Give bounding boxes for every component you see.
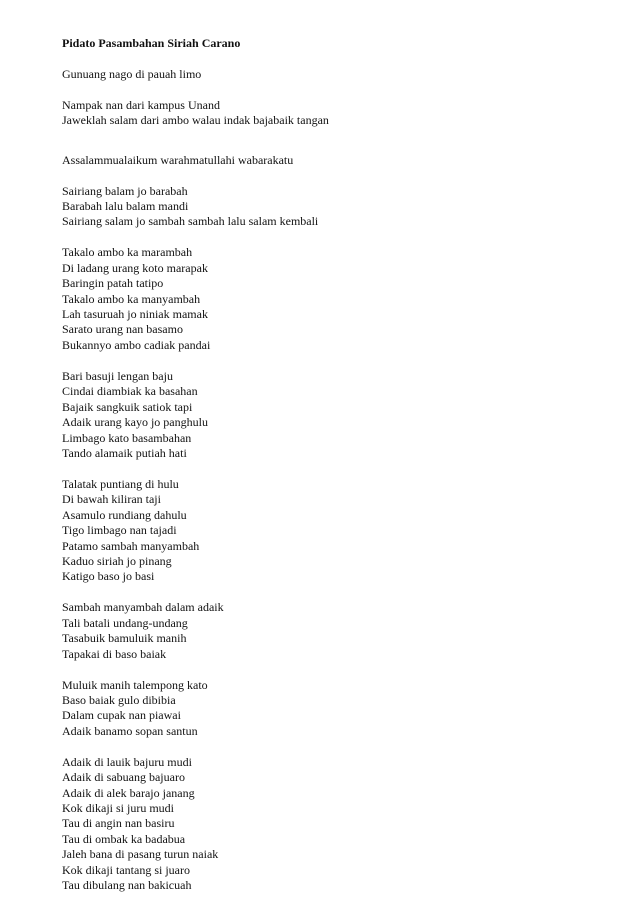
verse-line: Katigo baso jo basi <box>62 569 155 584</box>
stanza-container <box>62 51 602 893</box>
verse-line: Bajaik sangkuik satiok tapi <box>62 399 193 414</box>
stanza-gap <box>62 662 602 677</box>
verse-line: Tau dibulang nan bakicuah <box>62 878 192 893</box>
verse-line: Tali batali undang-undang <box>62 615 188 630</box>
verse-line: Jaleh bana di pasang turun naiak <box>62 847 219 862</box>
stanza <box>62 245 602 353</box>
stanza-gap <box>62 353 602 368</box>
verse-line: Tau di ombak ka badabua <box>62 831 186 846</box>
verse-line: Tasabuik bamuluik manih <box>62 631 187 646</box>
stanza <box>62 67 602 82</box>
stanza <box>62 600 602 662</box>
verse-line: Di ladang urang koto marapak <box>62 260 208 275</box>
stanza-gap <box>62 585 602 600</box>
verse-line: Adaik di alek barajo janang <box>62 785 195 800</box>
stanza-gap <box>62 51 602 66</box>
verse-line: Baso baiak gulo dibibia <box>62 692 176 707</box>
stanza <box>62 184 602 230</box>
stanza <box>62 153 602 168</box>
verse-line: Takalo ambo ka marambah <box>62 245 193 260</box>
verse-line: Lah tasuruah jo niniak mamak <box>62 307 208 321</box>
verse-line: Takalo ambo ka manyambah <box>62 291 201 306</box>
verse-line: Patamo sambah manyambah <box>62 538 200 553</box>
stanza <box>62 477 602 585</box>
verse-line: Di bawah kiliran taji <box>62 492 161 507</box>
stanza-gap <box>62 461 602 476</box>
stanza <box>62 678 602 740</box>
verse-line: Gunuang nago di pauah limo <box>62 66 202 81</box>
stanza-gap <box>62 129 602 153</box>
document-body <box>62 36 602 894</box>
verse-line: Dalam cupak nan piawai <box>62 708 181 723</box>
verse-line: Limbago kato basambahan <box>62 430 192 445</box>
verse-line: Bukannyo ambo cadiak pandai <box>62 337 211 352</box>
verse-line: Tigo limbago nan tajadi <box>62 523 177 538</box>
verse-line: Jaweklah salam dari ambo walau indak bajabaik tangan <box>62 113 329 128</box>
verse-line: Adaik di lauik bajuru mudi <box>62 754 192 769</box>
verse-line: Bari basuji lengan baju <box>62 368 173 383</box>
stanza-gap <box>62 168 602 183</box>
stanza <box>62 369 602 462</box>
verse-line: Talatak puntiang di hulu <box>62 476 179 491</box>
verse-line: Sairiang salam jo sambah sambah lalu salam kembali <box>62 214 319 229</box>
stanza-gap <box>62 230 602 245</box>
verse-line: Adaik di sabuang bajuaro <box>62 770 185 785</box>
verse-line: Tapakai di baso baiak <box>62 646 167 661</box>
stanza <box>62 98 602 129</box>
verse-line: Muluik manih talempong kato <box>62 677 208 692</box>
verse-line: Assalammualaikum warahmatullahi wabarakatu <box>62 152 294 167</box>
verse-line: Kaduo siriah jo pinang <box>62 554 172 568</box>
verse-line: Barabah lalu balam mandi <box>62 198 189 213</box>
verse-line: Kok dikaji si juru mudi <box>62 801 174 815</box>
verse-line: Asamulo rundiang dahulu <box>62 507 187 522</box>
verse-line: Tando alamaik putiah hati <box>62 445 187 460</box>
verse-line: Adaik banamo sopan santun <box>62 723 198 738</box>
stanza <box>62 755 602 894</box>
verse-line: Tau di angin nan basiru <box>62 816 175 831</box>
stanza-gap <box>62 739 602 754</box>
verse-line: Cindai diambiak ka basahan <box>62 384 198 399</box>
verse-line: Sambah manyambah dalam adaik <box>62 600 224 615</box>
verse-line: Nampak nan dari kampus Unand <box>62 97 220 112</box>
stanza-gap <box>62 82 602 97</box>
verse-line: Baringin patah tatipo <box>62 276 164 291</box>
verse-line: Kok dikaji tantang si juaro <box>62 862 190 877</box>
verse-line: Sarato urang nan basamo <box>62 322 183 337</box>
verse-line: Sairiang balam jo barabah <box>62 183 188 198</box>
verse-line: Adaik urang kayo jo panghulu <box>62 415 208 430</box>
document-title: Pidato Pasambahan Siriah Carano <box>62 36 241 50</box>
